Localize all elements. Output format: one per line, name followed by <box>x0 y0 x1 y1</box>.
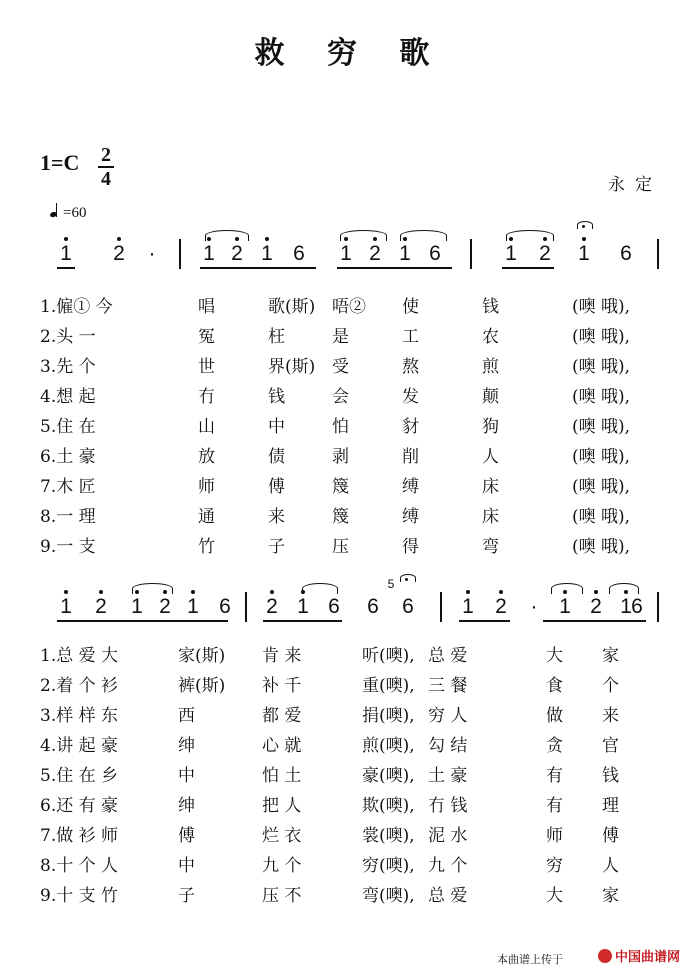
lyric-cell: 中 <box>178 766 195 786</box>
lyric-cell: 官 <box>602 736 619 756</box>
note: 6 <box>631 595 643 618</box>
lyric-cell: 使 <box>402 297 419 317</box>
lyric-cell: 世 <box>198 357 215 377</box>
note: 1 <box>578 242 590 265</box>
lyric-cell: 捐(噢), <box>362 706 415 726</box>
note: 2 <box>95 595 107 618</box>
note: 2 <box>231 242 243 265</box>
lyric-cell: 重(噢), <box>362 676 415 696</box>
lyric-cell: 1.总 爱 大 <box>40 646 119 666</box>
note: 1 <box>505 242 517 265</box>
lyric-cell: 受 <box>332 357 349 377</box>
lyric-cell: 3.先 个 <box>40 357 96 377</box>
lyric-cell: 穷(噢), <box>362 856 415 876</box>
lyric-cell: (噢 哦), <box>572 297 631 317</box>
lyric-cell: 枉 <box>268 327 285 347</box>
lyric-cell: (噢 哦), <box>572 507 631 527</box>
note: 1 <box>462 595 474 618</box>
barline <box>179 239 181 269</box>
lyric-cell: 冇 钱 <box>428 796 468 816</box>
octave-dot <box>99 590 103 594</box>
tie-arc <box>205 230 249 241</box>
lyric-cell: 钱 <box>602 766 619 786</box>
lyric-cell: 家 <box>602 646 619 666</box>
fermata-arc <box>577 221 593 229</box>
lyric-cell: 歌(斯) <box>268 297 316 317</box>
note: 2 <box>113 242 125 265</box>
beam <box>263 620 342 622</box>
site-logo <box>598 946 680 965</box>
tie-arc <box>551 583 583 594</box>
lyric-cell: 放 <box>198 447 215 467</box>
note: 1 <box>399 242 411 265</box>
lyric-cell: 土 豪 <box>428 766 468 786</box>
origin-label: 永定 <box>608 175 662 195</box>
barline <box>245 592 247 622</box>
lyric-cell: 唔② <box>332 297 366 317</box>
note: 6 <box>219 595 231 618</box>
lyric-cell: 8.十 个 人 <box>40 856 119 876</box>
lyric-cell: 师 <box>198 477 215 497</box>
lyric-cell: 补 千 <box>262 676 302 696</box>
lyric-cell: 冇 <box>198 387 215 407</box>
octave-dot <box>64 237 68 241</box>
note: 6 <box>429 242 441 265</box>
note: 1 <box>340 242 352 265</box>
lyric-cell: 怕 土 <box>262 766 302 786</box>
lyric-cell: 4.讲 起 豪 <box>40 736 119 756</box>
lyric-cell: 8.一 理 <box>40 507 96 527</box>
lyric-cell: 欺(噢), <box>362 796 415 816</box>
lyric-cell: 总 爱 <box>428 886 468 906</box>
note: 1 <box>559 595 571 618</box>
barline <box>470 239 472 269</box>
lyric-cell: 把 人 <box>262 796 302 816</box>
lyric-cell: 弯(噢), <box>362 886 415 906</box>
note: 1 <box>187 595 199 618</box>
lyric-cell: 绅 <box>178 736 195 756</box>
note: 2 <box>590 595 602 618</box>
lyric-cell: 裤(斯) <box>178 676 226 696</box>
fermata-dot <box>582 225 585 228</box>
lyric-cell: 家 <box>602 886 619 906</box>
lyric-cell: (噢 哦), <box>572 387 631 407</box>
lyric-cell: 7.做 衫 师 <box>40 826 119 846</box>
lyric-cell: 傅 <box>268 477 285 497</box>
lyric-cell: 3.样 样 东 <box>40 706 119 726</box>
beam <box>543 620 646 622</box>
note: 6 <box>328 595 340 618</box>
beam <box>459 620 510 622</box>
lyric-cell: 篾 <box>332 477 349 497</box>
octave-dot <box>191 590 195 594</box>
lyric-cell: 2.头 一 <box>40 327 96 347</box>
note: · <box>148 242 156 265</box>
lyric-cell: 颠 <box>482 387 499 407</box>
lyric-cell: 2.着 个 衫 <box>40 676 119 696</box>
note: 1 <box>60 242 72 265</box>
lyric-cell: 煎(噢), <box>362 736 415 756</box>
lyric-cell: 傅 <box>178 826 195 846</box>
octave-dot <box>117 237 121 241</box>
lyric-cell: 9.一 支 <box>40 537 96 557</box>
lyric-cell: 中 <box>268 417 285 437</box>
octave-dot <box>594 590 598 594</box>
lyric-cell: 大 <box>546 886 563 906</box>
time-signature-top: 2 <box>101 144 111 166</box>
lyric-cell: 食 <box>546 676 563 696</box>
lyric-cell: 人 <box>602 856 619 876</box>
barline <box>440 592 442 622</box>
lyric-cell: (噢 哦), <box>572 537 631 557</box>
lyric-cell: 钱 <box>482 297 499 317</box>
lyric-cell: 怕 <box>332 417 349 437</box>
key-signature: 1=C <box>40 150 80 175</box>
lyric-cell: 九 个 <box>262 856 302 876</box>
lyric-cell: 总 爱 <box>428 646 468 666</box>
fermata-dot <box>405 578 408 581</box>
lyric-cell: 压 <box>332 537 349 557</box>
lyric-cell: 穷 <box>546 856 563 876</box>
lyric-cell: 烂 衣 <box>262 826 302 846</box>
lyric-cell: 大 <box>546 646 563 666</box>
lyric-cell: 工 <box>402 327 419 347</box>
lyric-cell: (噢 哦), <box>572 417 631 437</box>
page-title: 救 穷 歌 <box>254 36 446 71</box>
lyric-cell: 山 <box>198 417 215 437</box>
tempo-marking <box>50 203 86 222</box>
lyric-cell: 削 <box>402 447 419 467</box>
note: 1 <box>261 242 273 265</box>
lyric-cell: 裳(噢), <box>362 826 415 846</box>
lyric-cell: 个 <box>602 676 619 696</box>
lyric-cell: 有 <box>546 766 563 786</box>
lyric-cell: 弯 <box>482 537 499 557</box>
barline <box>657 239 659 269</box>
lyric-cell: (噢 哦), <box>572 447 631 467</box>
tie-arc <box>340 230 387 241</box>
note: 2 <box>369 242 381 265</box>
lyric-cell: 中 <box>178 856 195 876</box>
lyric-cell: 农 <box>482 327 499 347</box>
lyric-cell: 7.木 匠 <box>40 477 96 497</box>
note: 1 <box>131 595 143 618</box>
note: 2 <box>495 595 507 618</box>
lyric-cell: 通 <box>198 507 215 527</box>
lyric-cell: 缚 <box>402 477 419 497</box>
lyric-cell: 钱 <box>268 387 285 407</box>
lyric-cell: 界(斯) <box>268 357 316 377</box>
tie-arc <box>132 583 173 594</box>
lyric-cell: 子 <box>178 886 195 906</box>
lyric-cell: 听(噢), <box>362 646 415 666</box>
lyric-cell: 来 <box>268 507 285 527</box>
note: 6 <box>402 595 414 618</box>
lyric-cell: 缚 <box>402 507 419 527</box>
lyric-cell: (噢 哦), <box>572 327 631 347</box>
tempo-value: =60 <box>63 205 87 221</box>
lyric-cell: 穷 人 <box>428 706 468 726</box>
lyric-cell: (噢 哦), <box>572 477 631 497</box>
note: 1 <box>297 595 309 618</box>
lyric-cell: 都 爱 <box>262 706 302 726</box>
beam <box>337 267 452 269</box>
lyric-cell: 是 <box>332 327 349 347</box>
tie-arc <box>400 230 447 241</box>
time-signature-bottom: 4 <box>101 168 111 190</box>
note: 5 <box>387 577 395 591</box>
fermata-arc <box>400 574 416 582</box>
logo-icon <box>598 949 612 963</box>
lyric-cell: 熬 <box>402 357 419 377</box>
lyric-cell: 有 <box>546 796 563 816</box>
lyric-cell: 发 <box>402 387 419 407</box>
lyric-cell: 床 <box>482 477 499 497</box>
lyric-cell: 5.住 在 <box>40 417 96 437</box>
lyric-cell: 5.住 在 乡 <box>40 766 119 786</box>
barline <box>657 592 659 622</box>
lyric-cell: 豺 <box>402 417 419 437</box>
lyric-cell: 篾 <box>332 507 349 527</box>
footer-text: 本曲谱上传于 <box>497 953 563 966</box>
octave-dot <box>64 590 68 594</box>
lyric-cell: 西 <box>178 706 195 726</box>
lyric-cell: 肯 来 <box>262 646 302 666</box>
lyric-cell: 会 <box>332 387 349 407</box>
note: 1 <box>203 242 215 265</box>
logo-text: 中国曲谱网 <box>615 950 681 965</box>
lyric-cell: 做 <box>546 706 563 726</box>
beam <box>57 267 75 269</box>
lyric-cell: 泥 水 <box>428 826 468 846</box>
tie-arc <box>302 583 338 594</box>
beam <box>57 620 228 622</box>
lyric-cell: 傅 <box>602 826 619 846</box>
lyric-cell: 家(斯) <box>178 646 226 666</box>
lyric-cell: 狗 <box>482 417 499 437</box>
lyric-cell: 6.还 有 豪 <box>40 796 119 816</box>
note: 6 <box>620 242 632 265</box>
lyric-cell: 4.想 起 <box>40 387 96 407</box>
lyric-cell: 煎 <box>482 357 499 377</box>
lyric-cell: 1.僱① 今 <box>40 297 113 317</box>
lyric-cell: 压 不 <box>262 886 302 906</box>
octave-dot <box>466 590 470 594</box>
lyric-cell: 豪(噢), <box>362 766 415 786</box>
lyric-cell: 人 <box>482 447 499 467</box>
lyric-cell: 心 就 <box>262 736 302 756</box>
beam <box>502 267 554 269</box>
note: 1 <box>620 595 632 618</box>
note: 1 <box>60 595 72 618</box>
note: 6 <box>293 242 305 265</box>
lyric-cell: 勾 结 <box>428 736 468 756</box>
note: 6 <box>367 595 379 618</box>
lyric-cell: 债 <box>268 447 285 467</box>
lyric-cell: 床 <box>482 507 499 527</box>
lyric-cell: 理 <box>602 796 619 816</box>
note: 2 <box>159 595 171 618</box>
lyric-cell: 三 餐 <box>428 676 468 696</box>
note: 2 <box>539 242 551 265</box>
lyric-cell: 师 <box>546 826 563 846</box>
lyric-cell: 来 <box>602 706 619 726</box>
lyric-cell: 子 <box>268 537 285 557</box>
lyric-cell: 竹 <box>198 537 215 557</box>
tie-arc <box>609 583 639 594</box>
lyric-cell: 剥 <box>332 447 349 467</box>
lyric-cell: (噢 哦), <box>572 357 631 377</box>
lyric-cell: 得 <box>402 537 419 557</box>
octave-dot <box>265 237 269 241</box>
lyric-cell: 冤 <box>198 327 215 347</box>
tie-arc <box>506 230 554 241</box>
octave-dot <box>270 590 274 594</box>
time-signature <box>98 144 114 190</box>
note: · <box>530 595 538 618</box>
lyric-cell: 唱 <box>198 297 215 317</box>
lyric-cell: 绅 <box>178 796 195 816</box>
note: 2 <box>266 595 278 618</box>
beam <box>200 267 316 269</box>
lyric-cell: 九 个 <box>428 856 468 876</box>
octave-dot <box>582 237 586 241</box>
lyric-cell: 贪 <box>546 736 563 756</box>
lyric-cell: 6.土 豪 <box>40 447 96 467</box>
octave-dot <box>499 590 503 594</box>
lyric-cell: 9.十 支 竹 <box>40 886 119 906</box>
